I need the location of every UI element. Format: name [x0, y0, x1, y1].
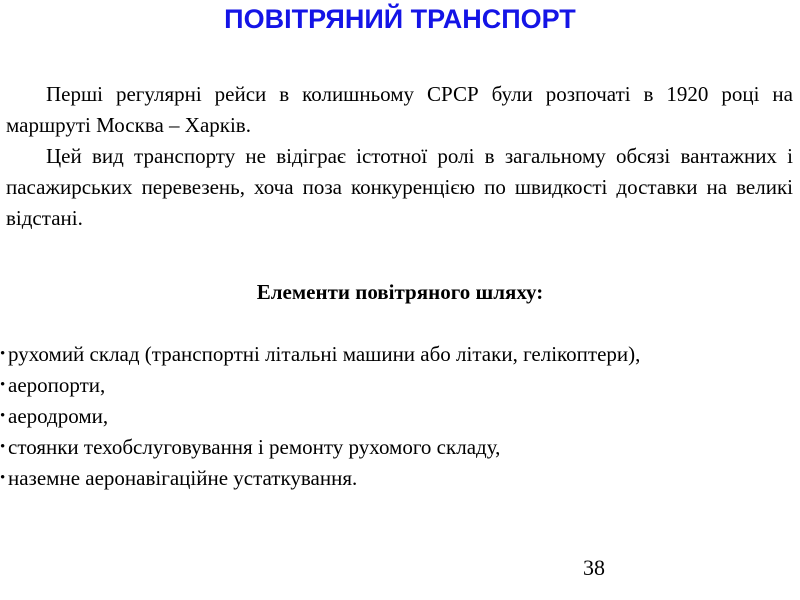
list-item: • рухомий склад (транспортні літальні машини або літаки, гелікоптери),: [0, 339, 793, 370]
list-item: • аеродроми,: [0, 401, 793, 432]
slide-title: ПОВІТРЯНИЙ ТРАНСПОРТ: [224, 4, 576, 34]
paragraph-transport-role: Цей вид транспорту не відіграє істотної ролі в загальному обсязі вантажних і пасажирських перевезень, хоча поза конкуренцією по швидкості доставки на великі відстані.: [6, 144, 793, 230]
body-text: [6, 79, 793, 234]
list-item: • стоянки техобслуговування і ремонту рухомого складу,: [0, 432, 793, 463]
list-item: • наземне аеронавігаційне устаткування.: [0, 463, 793, 494]
air-route-elements-list: [0, 339, 793, 494]
section-heading: Елементи повітряного шляху:: [256, 280, 544, 304]
list-item: • аеропорти,: [0, 370, 793, 401]
paragraph-first-flights: Перші регулярні рейси в колишньому СРСР були розпочаті в 1920 році на маршруті Москва – Харків.: [6, 82, 793, 137]
page-number: 38: [583, 555, 605, 580]
